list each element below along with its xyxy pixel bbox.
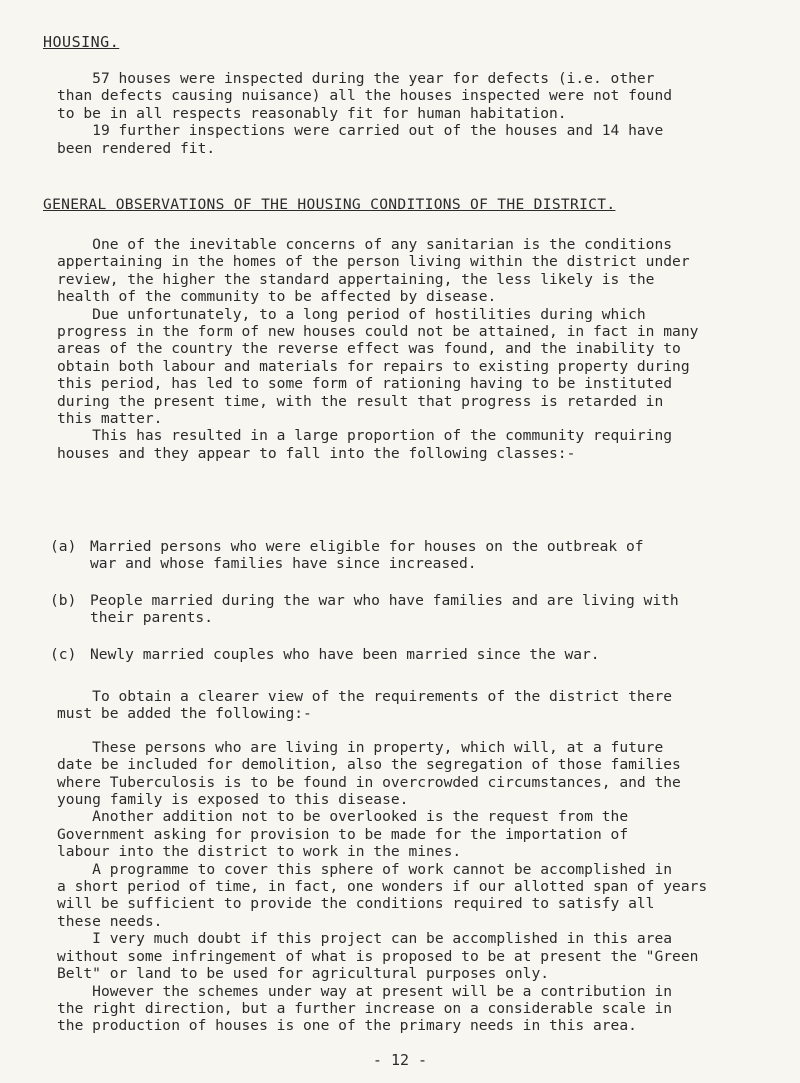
class-item-c: [50, 646, 775, 663]
paragraph-concerns: One of the inevitable concerns of any sanitarian is the conditions appertaining in the homes of the person living within the district under review, the higher the standard appertaining, the less likely is the health of the community to be affected by disease.: [57, 236, 690, 306]
class-item-b: [50, 592, 775, 627]
requirements-section: [57, 688, 775, 1035]
class-text: Married persons who were eligible for houses on the outbreak of war and whose families have since increased.: [90, 538, 644, 573]
class-text: Newly married couples who have been married since the war.: [90, 646, 600, 663]
paragraph-classes-intro: This has resulted in a large proportion of the community requiring houses and they appear to fall into the following classes:-: [57, 427, 673, 462]
paragraph-green-belt: I very much doubt if this project can be accomplished in this area without some infringement of what is proposed to be at present the "Green Belt" or land to be used for agricultural purposes only.: [57, 930, 699, 983]
class-marker: (c): [50, 646, 77, 663]
class-item-a: [50, 538, 775, 573]
class-marker: (a): [50, 538, 77, 555]
intro-paragraph-further-inspections: 19 further inspections were carried out of the houses and 14 have been rendered fit.: [57, 122, 664, 157]
intro-section: [57, 70, 775, 157]
paragraph-hostilities: Due unfortunately, to a long period of hostilities during which progress in the form of new houses could not be attained, in fact in many areas of the country the reverse effect was found, and the inability to obtain both labour and materials for repairs to existing property during this period, has led to some form of rationing having to be instituted during the present time, with the result that progress is retarded in this matter.: [57, 305, 699, 428]
observations-section: [57, 236, 775, 462]
section-title: GENERAL OBSERVATIONS OF THE HOUSING CONDITIONS OF THE DISTRICT.: [43, 196, 616, 213]
paragraph-demolition: These persons who are living in property, which will, at a future date be included for demolition, also the segregation of those families where Tuberculosis is to be found in overcrowded circumstances, and the young family is exposed to this disease.: [57, 738, 681, 809]
paragraph-schemes: However the schemes under way at present will be a contribution in the right direction, but a further increase on a considerable scale in the production of houses is one of the primary needs in this area.: [57, 982, 673, 1035]
intro-paragraph-inspections: 57 houses were inspected during the year for defects (i.e. other than defects causing nuisance) all the houses inspected were not found to be in all respects reasonably fit for human habitation.: [57, 70, 673, 122]
class-text: People married during the war who have families and are living with their parents.: [90, 592, 679, 627]
paragraph-requirements: To obtain a clearer view of the requirements of the district there must be added the following:-: [57, 688, 673, 723]
class-marker: (b): [50, 592, 77, 609]
paragraph-programme: A programme to cover this sphere of work cannot be accomplished in a short period of time, in fact, one wonders if our allotted span of years will be sufficient to provide the conditions required to satisfy all these needs.: [57, 860, 708, 930]
page-heading: HOUSING.: [43, 33, 120, 51]
paragraph-labour: Another addition not to be overlooked is the request from the Government asking for provision to be made for the importation of labour into the district to work in the mines.: [57, 808, 629, 861]
page-number: - 12 -: [372, 1051, 428, 1069]
